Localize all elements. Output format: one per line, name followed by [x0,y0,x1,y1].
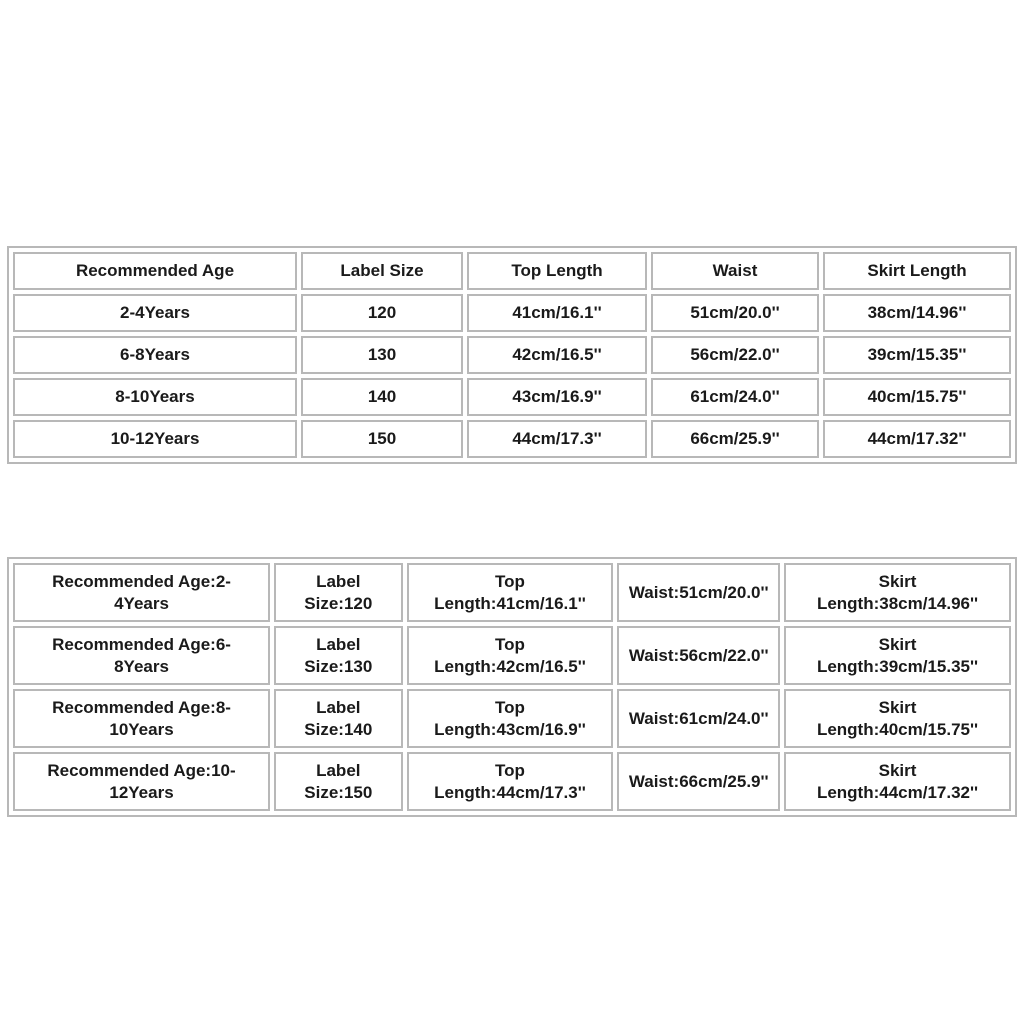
cell-waist: 51cm/20.0'' [651,294,819,332]
cell-label-size [274,752,403,811]
table-row [13,336,1011,374]
cell-line: Length:39cm/15.35'' [816,656,979,676]
cell-skirt-length: 40cm/15.75'' [823,378,1011,416]
cell-label-size [274,626,403,685]
cell-line: Waist:51cm/20.0'' [628,582,769,602]
header-top-length: Top Length [467,252,647,290]
table-row [13,626,1011,685]
table-row [13,378,1011,416]
cell-recommended-age [13,752,270,811]
cell-skirt-length: 44cm/17.32'' [823,420,1011,458]
size-chart-table-inline [7,557,1017,817]
cell-waist: 61cm/24.0'' [651,378,819,416]
header-waist: Waist [651,252,819,290]
cell-line: Size:150 [304,782,373,802]
cell-recommended-age: 2-4Years [13,294,297,332]
cell-label-size [274,563,403,622]
cell-line: Skirt [878,571,917,591]
cell-waist: 56cm/22.0'' [651,336,819,374]
cell-line: 8Years [114,656,169,676]
cell-top-length [407,752,614,811]
table-row [13,689,1011,748]
cell-line: Top [495,634,525,654]
cell-recommended-age: 6-8Years [13,336,297,374]
table-row [13,752,1011,811]
header-skirt-length: Skirt Length [823,252,1011,290]
cell-line: Length:40cm/15.75'' [816,719,979,739]
table-header-row [13,252,1011,290]
cell-line: Length:44cm/17.32'' [816,782,979,802]
cell-line: Skirt [878,760,917,780]
cell-waist [617,626,780,685]
cell-top-length: 41cm/16.1'' [467,294,647,332]
cell-line: Label [316,634,361,654]
cell-line: 10Years [109,719,174,739]
cell-line: Size:130 [304,656,373,676]
cell-line: Length:44cm/17.3'' [434,782,586,802]
cell-line: Waist:56cm/22.0'' [628,645,769,665]
cell-recommended-age: 10-12Years [13,420,297,458]
cell-recommended-age [13,689,270,748]
cell-skirt-length [784,752,1011,811]
cell-line: Top [495,697,525,717]
table-row [13,420,1011,458]
size-chart-table-columns [7,246,1017,464]
cell-recommended-age: 8-10Years [13,378,297,416]
cell-line: Size:120 [304,593,373,613]
cell-recommended-age [13,563,270,622]
cell-top-length [407,689,614,748]
cell-label-size [274,689,403,748]
cell-line: Length:41cm/16.1'' [434,593,586,613]
cell-label-size: 150 [301,420,463,458]
cell-line: Waist:66cm/25.9'' [628,771,769,791]
cell-label-size: 120 [301,294,463,332]
cell-line: Top [495,571,525,591]
cell-line: Recommended Age:10- [47,760,236,780]
cell-line: Length:38cm/14.96'' [816,593,979,613]
cell-line: Label [316,760,361,780]
cell-skirt-length: 39cm/15.35'' [823,336,1011,374]
cell-line: 12Years [109,782,174,802]
table-row [13,563,1011,622]
cell-line: Recommended Age:2- [52,571,231,591]
cell-line: Recommended Age:8- [52,697,231,717]
cell-line: Label [316,697,361,717]
cell-label-size: 140 [301,378,463,416]
cell-line: Length:43cm/16.9'' [434,719,586,739]
cell-line: Top [495,760,525,780]
table-row [13,294,1011,332]
cell-line: Skirt [878,697,917,717]
cell-line: Size:140 [304,719,373,739]
cell-line: Waist:61cm/24.0'' [628,708,769,728]
cell-line: Recommended Age:6- [52,634,231,654]
cell-top-length: 43cm/16.9'' [467,378,647,416]
cell-top-length: 42cm/16.5'' [467,336,647,374]
header-recommended-age: Recommended Age [13,252,297,290]
cell-waist [617,689,780,748]
cell-skirt-length [784,626,1011,685]
cell-waist: 66cm/25.9'' [651,420,819,458]
cell-top-length [407,563,614,622]
cell-top-length: 44cm/17.3'' [467,420,647,458]
cell-top-length [407,626,614,685]
cell-line: 4Years [114,593,169,613]
cell-waist [617,752,780,811]
cell-skirt-length [784,563,1011,622]
cell-line: Label [316,571,361,591]
cell-line: Skirt [878,634,917,654]
cell-line: Length:42cm/16.5'' [434,656,586,676]
cell-recommended-age [13,626,270,685]
cell-skirt-length: 38cm/14.96'' [823,294,1011,332]
header-label-size: Label Size [301,252,463,290]
cell-waist [617,563,780,622]
cell-label-size: 130 [301,336,463,374]
cell-skirt-length [784,689,1011,748]
